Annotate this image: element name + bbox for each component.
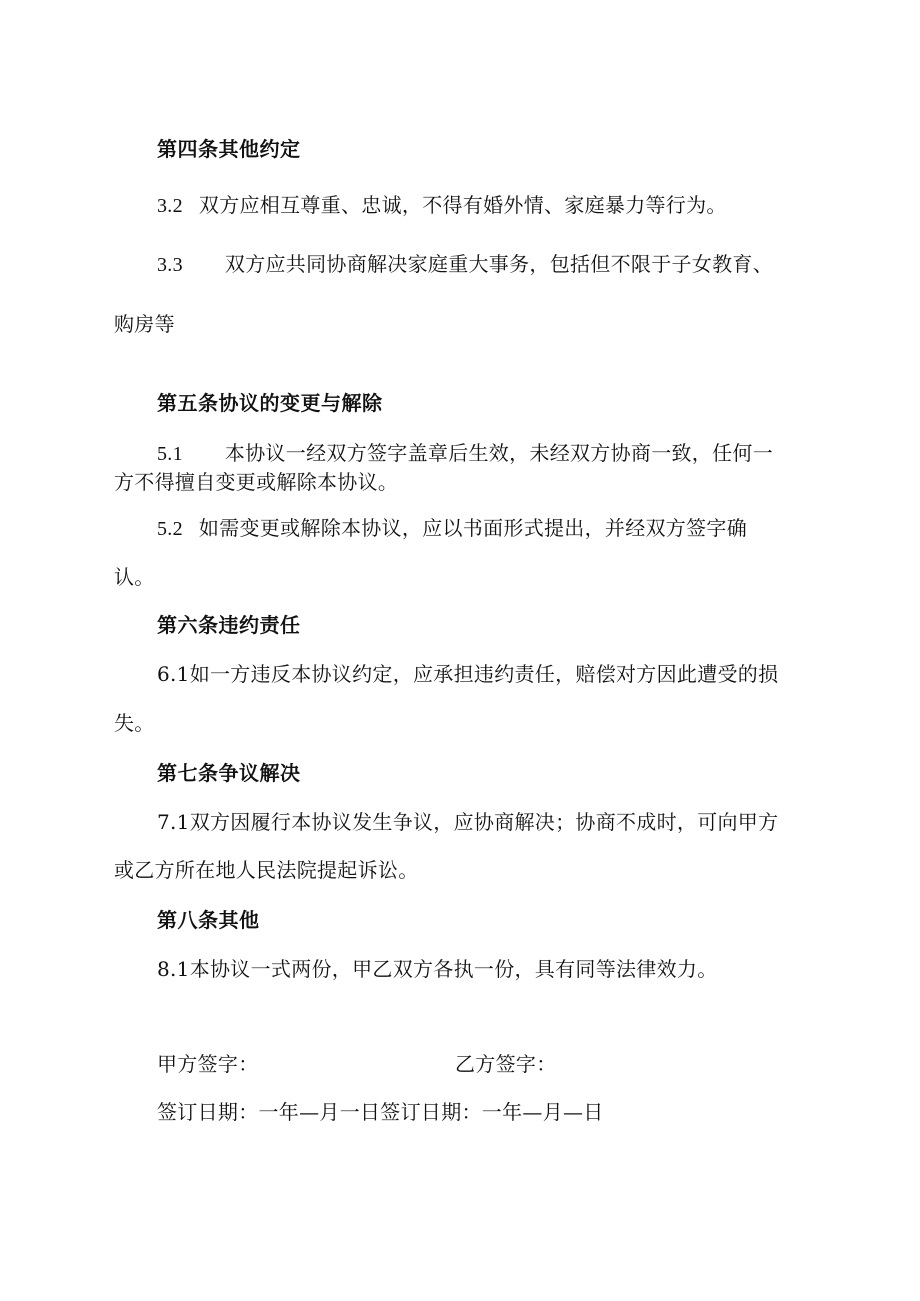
- clause-7-1-continuation: 或乙方所在地人民法院提起诉讼。: [114, 858, 419, 882]
- section-7-heading: 第七条争议解决: [157, 761, 301, 785]
- clause-number: 5.1: [157, 443, 183, 465]
- section-4-heading: 第四条其他约定: [157, 137, 301, 161]
- clause-3-3-continuation: 购房等: [114, 312, 175, 336]
- party-b-signature-label: 乙方签字：: [455, 1052, 557, 1076]
- section-6-heading: 第六条违约责任: [157, 613, 301, 637]
- clause-number: 5.2: [157, 518, 183, 540]
- clause-text: 双方应共同协商解决家庭重大事务，包括但不限于子女教育、: [224, 252, 774, 276]
- clause-5-1-continuation: 方不得擅自变更或解除本协议。: [114, 470, 399, 494]
- signing-date-line: 签订日期：一年—月一日签订日期：一年—月—日: [157, 1100, 604, 1124]
- party-a-signature-label: 甲方签字：: [157, 1052, 259, 1076]
- clause-5-2: [157, 515, 747, 542]
- clause-text: 如需变更或解除本协议，应以书面形式提出，并经双方签字确: [198, 516, 748, 540]
- clause-6-1: 6.1如一方违反本协议约定，应承担违约责任，赔偿对方因此遭受的损: [157, 662, 779, 686]
- clause-8-1: 8.1本协议一式两份，甲乙双方各执一份，具有同等法律效力。: [157, 957, 718, 981]
- clause-5-2-continuation: 认。: [114, 565, 155, 589]
- clause-text: 本协议一经双方签字盖章后生效，未经双方协商一致，任何一: [224, 441, 774, 465]
- clause-3-3: [157, 251, 773, 278]
- clause-6-1-continuation: 失。: [114, 711, 155, 735]
- clause-3-2: [157, 192, 727, 219]
- section-5-heading: 第五条协议的变更与解除: [157, 391, 383, 415]
- clause-number: 3.2: [157, 195, 183, 217]
- clause-5-1: [157, 440, 773, 467]
- clause-number: 3.3: [157, 254, 183, 276]
- clause-7-1: 7.1双方因履行本协议发生争议，应协商解决；协商不成时，可向甲方: [157, 810, 779, 834]
- clause-text: 双方应相互尊重、忠诚，不得有婚外情、家庭暴力等行为。: [198, 193, 727, 217]
- section-8-heading: 第八条其他: [157, 908, 260, 932]
